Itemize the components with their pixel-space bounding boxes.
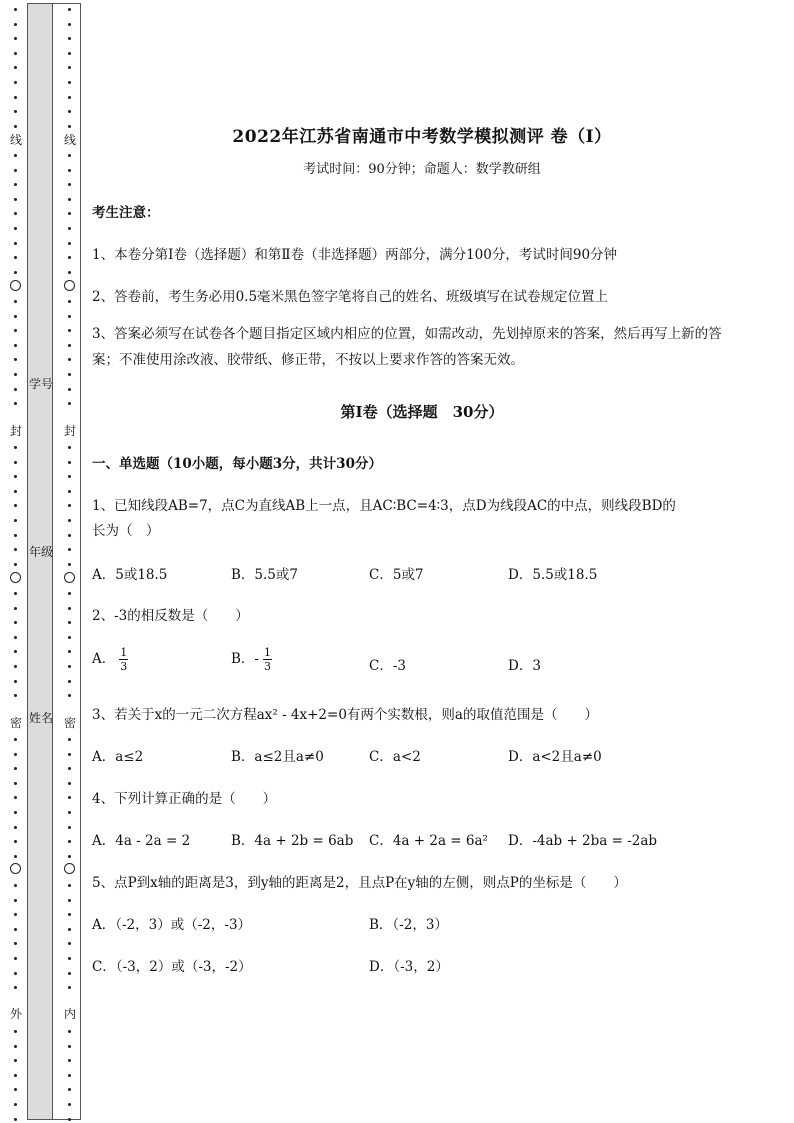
q1-option-c[interactable]: C．5或7 <box>369 567 424 583</box>
binding-dot <box>68 1045 71 1048</box>
binding-dot <box>14 855 17 858</box>
binding-dot <box>14 928 17 931</box>
student-id-label: 学号 <box>28 377 53 391</box>
binding-dot <box>14 680 17 683</box>
outer-dotted-line <box>9 0 23 1123</box>
binding-dot <box>68 490 71 493</box>
binding-dot <box>68 8 71 11</box>
binding-dot <box>14 913 17 916</box>
binding-dot <box>14 1045 17 1048</box>
binding-dot <box>14 300 17 303</box>
binding-dot <box>14 986 17 989</box>
binding-dot <box>68 81 71 84</box>
binding-dot <box>68 23 71 26</box>
grade-label: 年级 <box>28 545 53 559</box>
question-5-stem: 5、点P到x轴的距离是3，到y轴的距离是2，且点P在y轴的左侧，则点P的坐标是（ ） <box>92 875 627 891</box>
circle-icon <box>10 280 21 291</box>
inner-dotted-line <box>63 0 77 1123</box>
q3-option-c[interactable]: C．a<2 <box>369 749 421 765</box>
exam-meta: 考试时间：90分钟；命题人：数学教研组 <box>303 162 541 177</box>
binding-dot <box>14 650 17 653</box>
binding-dot <box>14 621 17 624</box>
binding-dot <box>68 504 71 507</box>
binding-dot <box>14 8 17 11</box>
question-1-stem-cont: 长为（ ） <box>92 523 160 539</box>
binding-dot <box>68 753 71 756</box>
fraction-denominator: 3 <box>263 660 271 673</box>
q1-option-d[interactable]: D．5.5或18.5 <box>508 567 598 583</box>
binding-dot <box>14 125 17 128</box>
q4-option-a[interactable]: A．4a - 2a = 2 <box>92 833 191 849</box>
binding-dot <box>68 811 71 814</box>
binding-dot <box>14 315 17 318</box>
question-1-stem: 1、已知线段AB=7，点C为直线AB上一点，且AC∶BC=4∶3，点D为线段AC的中点，则线段BD的 <box>92 498 676 514</box>
binding-dot <box>14 1118 17 1121</box>
binding-dot <box>14 636 17 639</box>
binding-dot <box>14 373 17 376</box>
binding-dot <box>68 300 71 303</box>
binding-dot <box>68 928 71 931</box>
binding-dot <box>14 212 17 215</box>
binding-dot <box>14 169 17 172</box>
binding-dot <box>68 227 71 230</box>
binding-dot <box>14 402 17 405</box>
binding-dot <box>14 227 17 230</box>
binding-dot <box>68 446 71 449</box>
q1-option-b[interactable]: B．5.5或7 <box>231 567 298 583</box>
binding-dot <box>68 402 71 405</box>
binding-dot <box>14 884 17 887</box>
binding-dot <box>14 1059 17 1062</box>
binding-dot <box>14 198 17 201</box>
notice-item-3: 3、答案必须写在试卷各个题目指定区域内相应的位置，如需改动，先划掉原来的答案，然后再写上新的答案；不准使用涂改液、胶带纸、修正带，不按以上要求作答的答案无效。 <box>92 326 722 368</box>
circle-icon <box>10 572 21 583</box>
notice-item-1: 1、本卷分第Ⅰ卷（选择题）和第Ⅱ卷（非选择题）两部分，满分100分，考试时间90分钟 <box>92 247 618 263</box>
inner-seal-char: 封 <box>63 424 76 438</box>
binding-dot <box>14 446 17 449</box>
binding-dot <box>14 1030 17 1033</box>
binding-dot <box>14 256 17 259</box>
binding-dot <box>14 329 17 332</box>
q2-option-b-prefix: B．- <box>231 651 259 667</box>
q2-option-d[interactable]: D．3 <box>508 658 541 674</box>
fraction <box>263 646 272 673</box>
binding-dot <box>68 1088 71 1091</box>
binding-dot <box>68 344 71 347</box>
question-4-stem: 4、下列计算正确的是（ ） <box>92 791 277 807</box>
binding-dot <box>68 125 71 128</box>
binding-dot <box>68 475 71 478</box>
binding-dot <box>68 315 71 318</box>
binding-dot <box>14 242 17 245</box>
binding-dot <box>14 504 17 507</box>
fraction-numerator: 1 <box>120 646 128 659</box>
binding-dot <box>68 183 71 186</box>
binding-dot <box>14 826 17 829</box>
binding-dot <box>14 475 17 478</box>
binding-dot <box>68 665 71 668</box>
binding-dot <box>14 972 17 975</box>
binding-dot <box>14 694 17 697</box>
binding-dot <box>68 607 71 610</box>
binding-dot <box>14 592 17 595</box>
q3-option-d[interactable]: D．a<2且a≠0 <box>508 749 602 765</box>
inner-inside-char: 内 <box>63 1007 76 1021</box>
binding-dot <box>14 52 17 55</box>
binding-dot <box>68 66 71 69</box>
binding-dot <box>14 738 17 741</box>
notice-item-2: 2、答卷前，考生务必用0.5毫米黑色签字笔将自己的姓名、班级填写在试卷规定位置上 <box>92 289 609 305</box>
circle-icon <box>64 572 75 583</box>
binding-dot <box>68 358 71 361</box>
binding-dot <box>14 665 17 668</box>
circle-icon <box>64 280 75 291</box>
binding-dot <box>68 271 71 274</box>
student-info-strip <box>27 3 53 1120</box>
binding-dot <box>68 198 71 201</box>
binding-dot <box>14 358 17 361</box>
binding-dot <box>14 782 17 785</box>
fraction <box>119 646 128 673</box>
q4-option-d[interactable]: D．-4ab + 2ba = -2ab <box>508 833 658 849</box>
binding-dot <box>68 884 71 887</box>
binding-dot <box>14 461 17 464</box>
binding-dot <box>14 344 17 347</box>
binding-dot <box>14 1074 17 1077</box>
fraction-numerator: 1 <box>263 646 271 659</box>
binding-dot <box>14 519 17 522</box>
binding-dot <box>14 96 17 99</box>
binding-dot <box>68 855 71 858</box>
binding-dot <box>68 388 71 391</box>
binding-dot <box>68 548 71 551</box>
binding-dot <box>68 942 71 945</box>
q3-option-b[interactable]: B．a≤2且a≠0 <box>231 749 324 765</box>
binding-margin <box>0 0 90 1123</box>
name-label: 姓名 <box>28 711 53 725</box>
binding-dot <box>14 840 17 843</box>
binding-dot <box>68 534 71 537</box>
outer-outside-char: 外 <box>9 1007 22 1021</box>
q4-option-b[interactable]: B．4a + 2b = 6ab <box>231 833 354 849</box>
binding-dot <box>68 329 71 332</box>
binding-dot <box>68 212 71 215</box>
question-3-stem: 3、若关于x的一元二次方程ax² - 4x+2=0有两个实数根，则a的取值范围是（ ） <box>92 707 598 723</box>
binding-dot <box>14 154 17 157</box>
binding-dot <box>68 52 71 55</box>
binding-dot <box>14 110 17 113</box>
binding-dot <box>68 1103 71 1106</box>
binding-dot <box>68 169 71 172</box>
binding-dot <box>68 636 71 639</box>
binding-dot <box>68 840 71 843</box>
binding-dot <box>68 1074 71 1077</box>
binding-dot <box>68 519 71 522</box>
binding-dot <box>14 23 17 26</box>
binding-dot <box>68 242 71 245</box>
binding-dot <box>14 388 17 391</box>
binding-dot <box>14 899 17 902</box>
binding-dot <box>68 621 71 624</box>
binding-dot <box>68 37 71 40</box>
binding-dot <box>14 490 17 493</box>
inner-line-char: 线 <box>63 133 76 147</box>
q5-option-a[interactable]: A．（-2，3）或（-2，-3） <box>92 917 252 933</box>
fraction-denominator: 3 <box>120 660 128 673</box>
binding-dot <box>14 81 17 84</box>
binding-dot <box>14 767 17 770</box>
binding-dot <box>68 110 71 113</box>
binding-dot <box>68 899 71 902</box>
outer-line-char: 线 <box>9 133 22 147</box>
circle-icon <box>64 863 75 874</box>
binding-dot <box>68 986 71 989</box>
binding-dot <box>68 373 71 376</box>
binding-dot <box>68 650 71 653</box>
section-subheading: 一、单选题（10小题，每小题3分，共计30分） <box>92 456 382 472</box>
q5-option-b[interactable]: B．（-2，3） <box>369 917 448 933</box>
binding-dot <box>14 607 17 610</box>
q5-option-c[interactable]: C．（-3，2）或（-3，-2） <box>92 959 252 975</box>
binding-dot <box>68 1118 71 1121</box>
q2-option-a[interactable] <box>92 646 128 673</box>
q4-option-c[interactable]: C．4a + 2a = 6a² <box>369 833 488 849</box>
binding-dot <box>68 592 71 595</box>
binding-dot <box>68 461 71 464</box>
binding-dot <box>68 738 71 741</box>
binding-dot <box>14 548 17 551</box>
binding-dot <box>68 957 71 960</box>
binding-dot <box>14 753 17 756</box>
binding-dot <box>68 256 71 259</box>
binding-dot <box>14 796 17 799</box>
binding-dot <box>68 1030 71 1033</box>
binding-dot <box>14 942 17 945</box>
binding-dot <box>68 767 71 770</box>
binding-dot <box>14 66 17 69</box>
q5-option-d[interactable]: D．（-3，2） <box>369 959 449 975</box>
outer-secret-char: 密 <box>9 716 22 730</box>
binding-dot <box>14 271 17 274</box>
binding-dot <box>68 782 71 785</box>
binding-dot <box>14 534 17 537</box>
binding-dot <box>14 183 17 186</box>
q3-option-a[interactable]: A．a≤2 <box>92 749 144 765</box>
binding-dot <box>14 563 17 566</box>
outer-seal-char: 封 <box>9 424 22 438</box>
binding-dot <box>14 957 17 960</box>
binding-dot <box>14 1088 17 1091</box>
binding-dot <box>68 563 71 566</box>
q2-option-b[interactable] <box>231 646 272 673</box>
page-title: 2022年江苏省南通市中考数学模拟测评 卷（Ⅰ） <box>232 127 612 147</box>
question-2-stem: 2、-3的相反数是（ ） <box>92 608 249 624</box>
section-title: 第Ⅰ卷（选择题 30分） <box>340 403 504 421</box>
binding-dot <box>68 826 71 829</box>
binding-dot <box>68 154 71 157</box>
binding-dot <box>14 811 17 814</box>
notice-heading: 考生注意： <box>92 205 160 221</box>
binding-dot <box>68 796 71 799</box>
binding-dot <box>68 972 71 975</box>
binding-dot <box>68 680 71 683</box>
q2-option-a-prefix: A． <box>92 651 116 667</box>
binding-dot <box>68 694 71 697</box>
binding-dot <box>68 913 71 916</box>
binding-dot <box>68 96 71 99</box>
q2-option-c[interactable]: C．-3 <box>369 658 406 674</box>
inner-secret-char: 密 <box>63 716 76 730</box>
binding-dot <box>14 37 17 40</box>
q1-option-a[interactable]: A．5或18.5 <box>92 567 168 583</box>
circle-icon <box>10 863 21 874</box>
binding-dot <box>68 1059 71 1062</box>
binding-dot <box>14 1103 17 1106</box>
